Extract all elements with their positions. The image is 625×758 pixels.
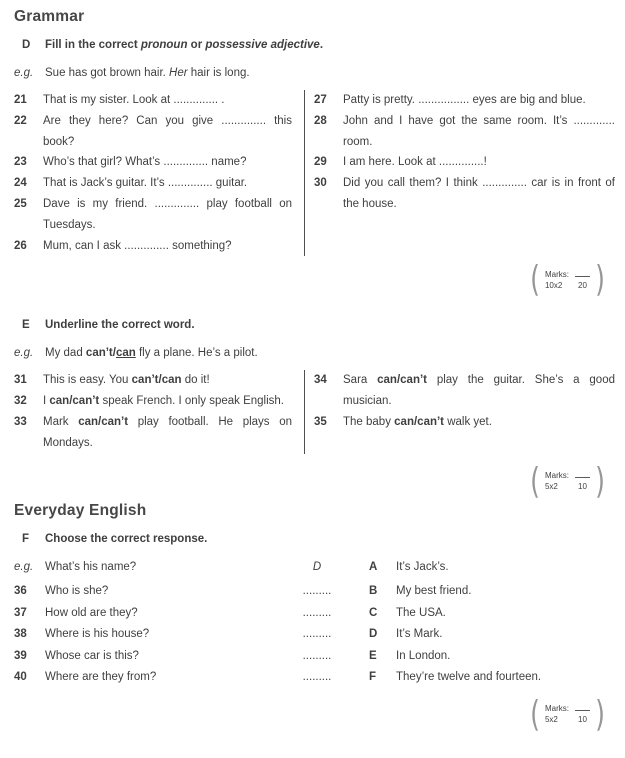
match-example-row [14,557,617,579]
marks-left-paren: ( [530,259,540,301]
column-gap [339,603,369,625]
marks-right-paren: ) [595,693,605,735]
item-number: 37 [14,606,27,619]
marks-box [528,695,607,735]
section-e [14,315,617,501]
marks-left-paren: ( [530,693,540,735]
example-label: e.g. [14,67,34,79]
match-row [14,581,617,603]
section-d-title-row [14,35,617,56]
option-letter: B [369,585,378,598]
question-text: Where is his house? [45,628,150,641]
example-label: e.g. [14,560,34,573]
item-number: 24 [14,177,27,190]
marks-blank-line [575,276,590,277]
marks-grid [545,270,590,291]
item-number: 30 [314,177,327,190]
marks-formula: 10x2 [544,280,563,290]
question-text: Who is she? [45,585,109,598]
exercise-item [314,370,615,412]
item-text: Patty is pretty. ................ eyes are big and blue. [343,94,586,106]
section-e-letter: E [22,319,30,332]
section-f-instruction: Choose the correct response. [45,532,208,545]
option-text: In London. [396,649,451,662]
item-text: This is easy. You can’t/can do it! [43,374,210,387]
item-number: 25 [14,197,27,210]
exercise-item [314,111,615,153]
question-text: Whose car is this? [45,649,139,662]
example-text: Sue has got brown hair. Her hair is long. [45,67,250,79]
item-number: 22 [14,114,27,127]
marks-label: Marks: [544,704,569,714]
exercise-item [14,194,292,236]
column-gap [339,624,369,646]
column-gap [339,557,369,579]
exercise-item [14,90,292,111]
section-d-example-row [14,63,617,84]
marks-box [528,462,607,502]
item-text: Who’s that girl? What’s .............. name? [43,156,247,169]
exercise-item [314,173,615,215]
section-e-instruction: Underline the correct word. [45,319,195,332]
match-row [14,667,617,689]
item-number: 38 [14,628,27,641]
item-number: 36 [14,585,27,598]
section-e-right-column [305,370,617,453]
item-number: 40 [14,671,27,684]
item-number: 28 [314,114,327,127]
match-row [14,603,617,625]
item-number: 34 [314,374,327,387]
item-text: Mark can/can’t play football. He plays on Mondays. [43,415,292,449]
exercise-item [314,152,615,173]
exercise-item [14,236,292,257]
column-gap [339,581,369,603]
match-row [14,646,617,668]
item-number: 23 [14,156,27,169]
section-e-example-row [14,343,617,364]
item-text: That is Jack’s guitar. It’s .............. guitar. [43,177,248,190]
exercise-item [314,90,615,111]
everyday-english-heading: Everyday English [14,501,147,519]
item-text: That is my sister. Look at .............. . [43,94,225,106]
item-text: The baby can/can’t walk yet. [343,415,492,428]
section-d-marks [14,260,617,300]
item-number: 33 [14,415,27,428]
marks-right-paren: ) [595,460,605,502]
option-letter: E [369,649,377,662]
answer-blank: ......... [302,606,332,619]
marks-box [528,260,607,300]
item-text: Mum, can I ask .............. something? [43,239,232,252]
exercise-item [14,152,292,173]
item-text: I am here. Look at ..............! [343,156,487,169]
item-text: I can/can’t speak French. I only speak English. [43,395,284,408]
exercise-item [14,370,292,391]
marks-blank-line [575,477,590,478]
column-gap [339,667,369,689]
option-text: The USA. [396,606,446,619]
exercise-item [314,412,615,433]
marks-total: 10 [578,482,587,492]
item-number: 32 [14,395,27,408]
item-text: Are they here? Can you give .............. this book? [43,114,292,148]
option-letter: D [369,628,378,641]
section-e-items [14,370,617,453]
option-letter: F [369,671,377,684]
section-d-right-column [305,90,617,256]
item-text: John and I have got the same room. It’s ............. room. [343,114,615,148]
answer-blank: ......... [302,671,332,684]
marks-grid [545,471,590,492]
section-e-title-row [14,315,617,336]
item-number: 35 [314,415,327,428]
option-text: My best friend. [396,585,472,598]
option-text: It’s Mark. [396,628,443,641]
exercise-item [14,111,292,153]
item-text: Dave is my friend. .............. play football on Tuesdays. [43,197,292,231]
item-number: 26 [14,239,27,252]
marks-grid [545,704,590,725]
marks-label: Marks: [544,269,569,279]
section-f-letter: F [22,532,30,545]
marks-formula: 5x2 [544,715,558,725]
example-label: e.g. [14,347,34,360]
section-f-title-row [14,529,617,550]
example-text: My dad can’t/can fly a plane. He’s a pilot. [45,347,258,360]
marks-label: Marks: [544,471,569,481]
exercise-item [14,412,292,454]
grammar-heading: Grammar [14,8,85,25]
answer-blank: ......... [302,628,332,641]
section-d-instruction: Fill in the correct pronoun or possessive adjective. [45,39,324,51]
option-letter: A [369,560,378,573]
exercise-item [14,391,292,412]
item-text: Sara can/can’t play the guitar. She’s a good musician. [343,374,615,408]
marks-right-paren: ) [595,259,605,301]
marks-blank-line [575,710,590,711]
option-letter: C [369,606,378,619]
item-number: 39 [14,649,27,662]
section-e-marks [14,462,617,502]
option-text: It’s Jack’s. [396,560,449,573]
section-d-left-column [14,90,304,256]
item-number: 21 [14,94,27,106]
column-gap [339,646,369,668]
marks-left-paren: ( [530,460,540,502]
section-f-marks [14,695,617,735]
match-row [14,624,617,646]
answer-blank: ......... [302,585,332,598]
example-answer: D [312,560,322,573]
question-text: How old are they? [45,606,138,619]
marks-total: 10 [578,715,587,725]
answer-blank: ......... [302,649,332,662]
item-number: 27 [314,94,327,106]
item-text: Did you call them? I think .............. car is in front of the house. [343,177,615,210]
question-text: Where are they from? [45,671,157,684]
item-number: 29 [314,156,327,169]
section-e-left-column [14,370,304,453]
section-d-letter: D [22,39,31,51]
option-text: They’re twelve and fourteen. [396,671,542,684]
marks-formula: 5x2 [544,482,558,492]
item-number: 31 [14,374,27,387]
exercise-item [14,173,292,194]
section-d-items [14,90,617,256]
question-text: What’s his name? [45,560,137,573]
marks-total: 20 [578,280,587,290]
